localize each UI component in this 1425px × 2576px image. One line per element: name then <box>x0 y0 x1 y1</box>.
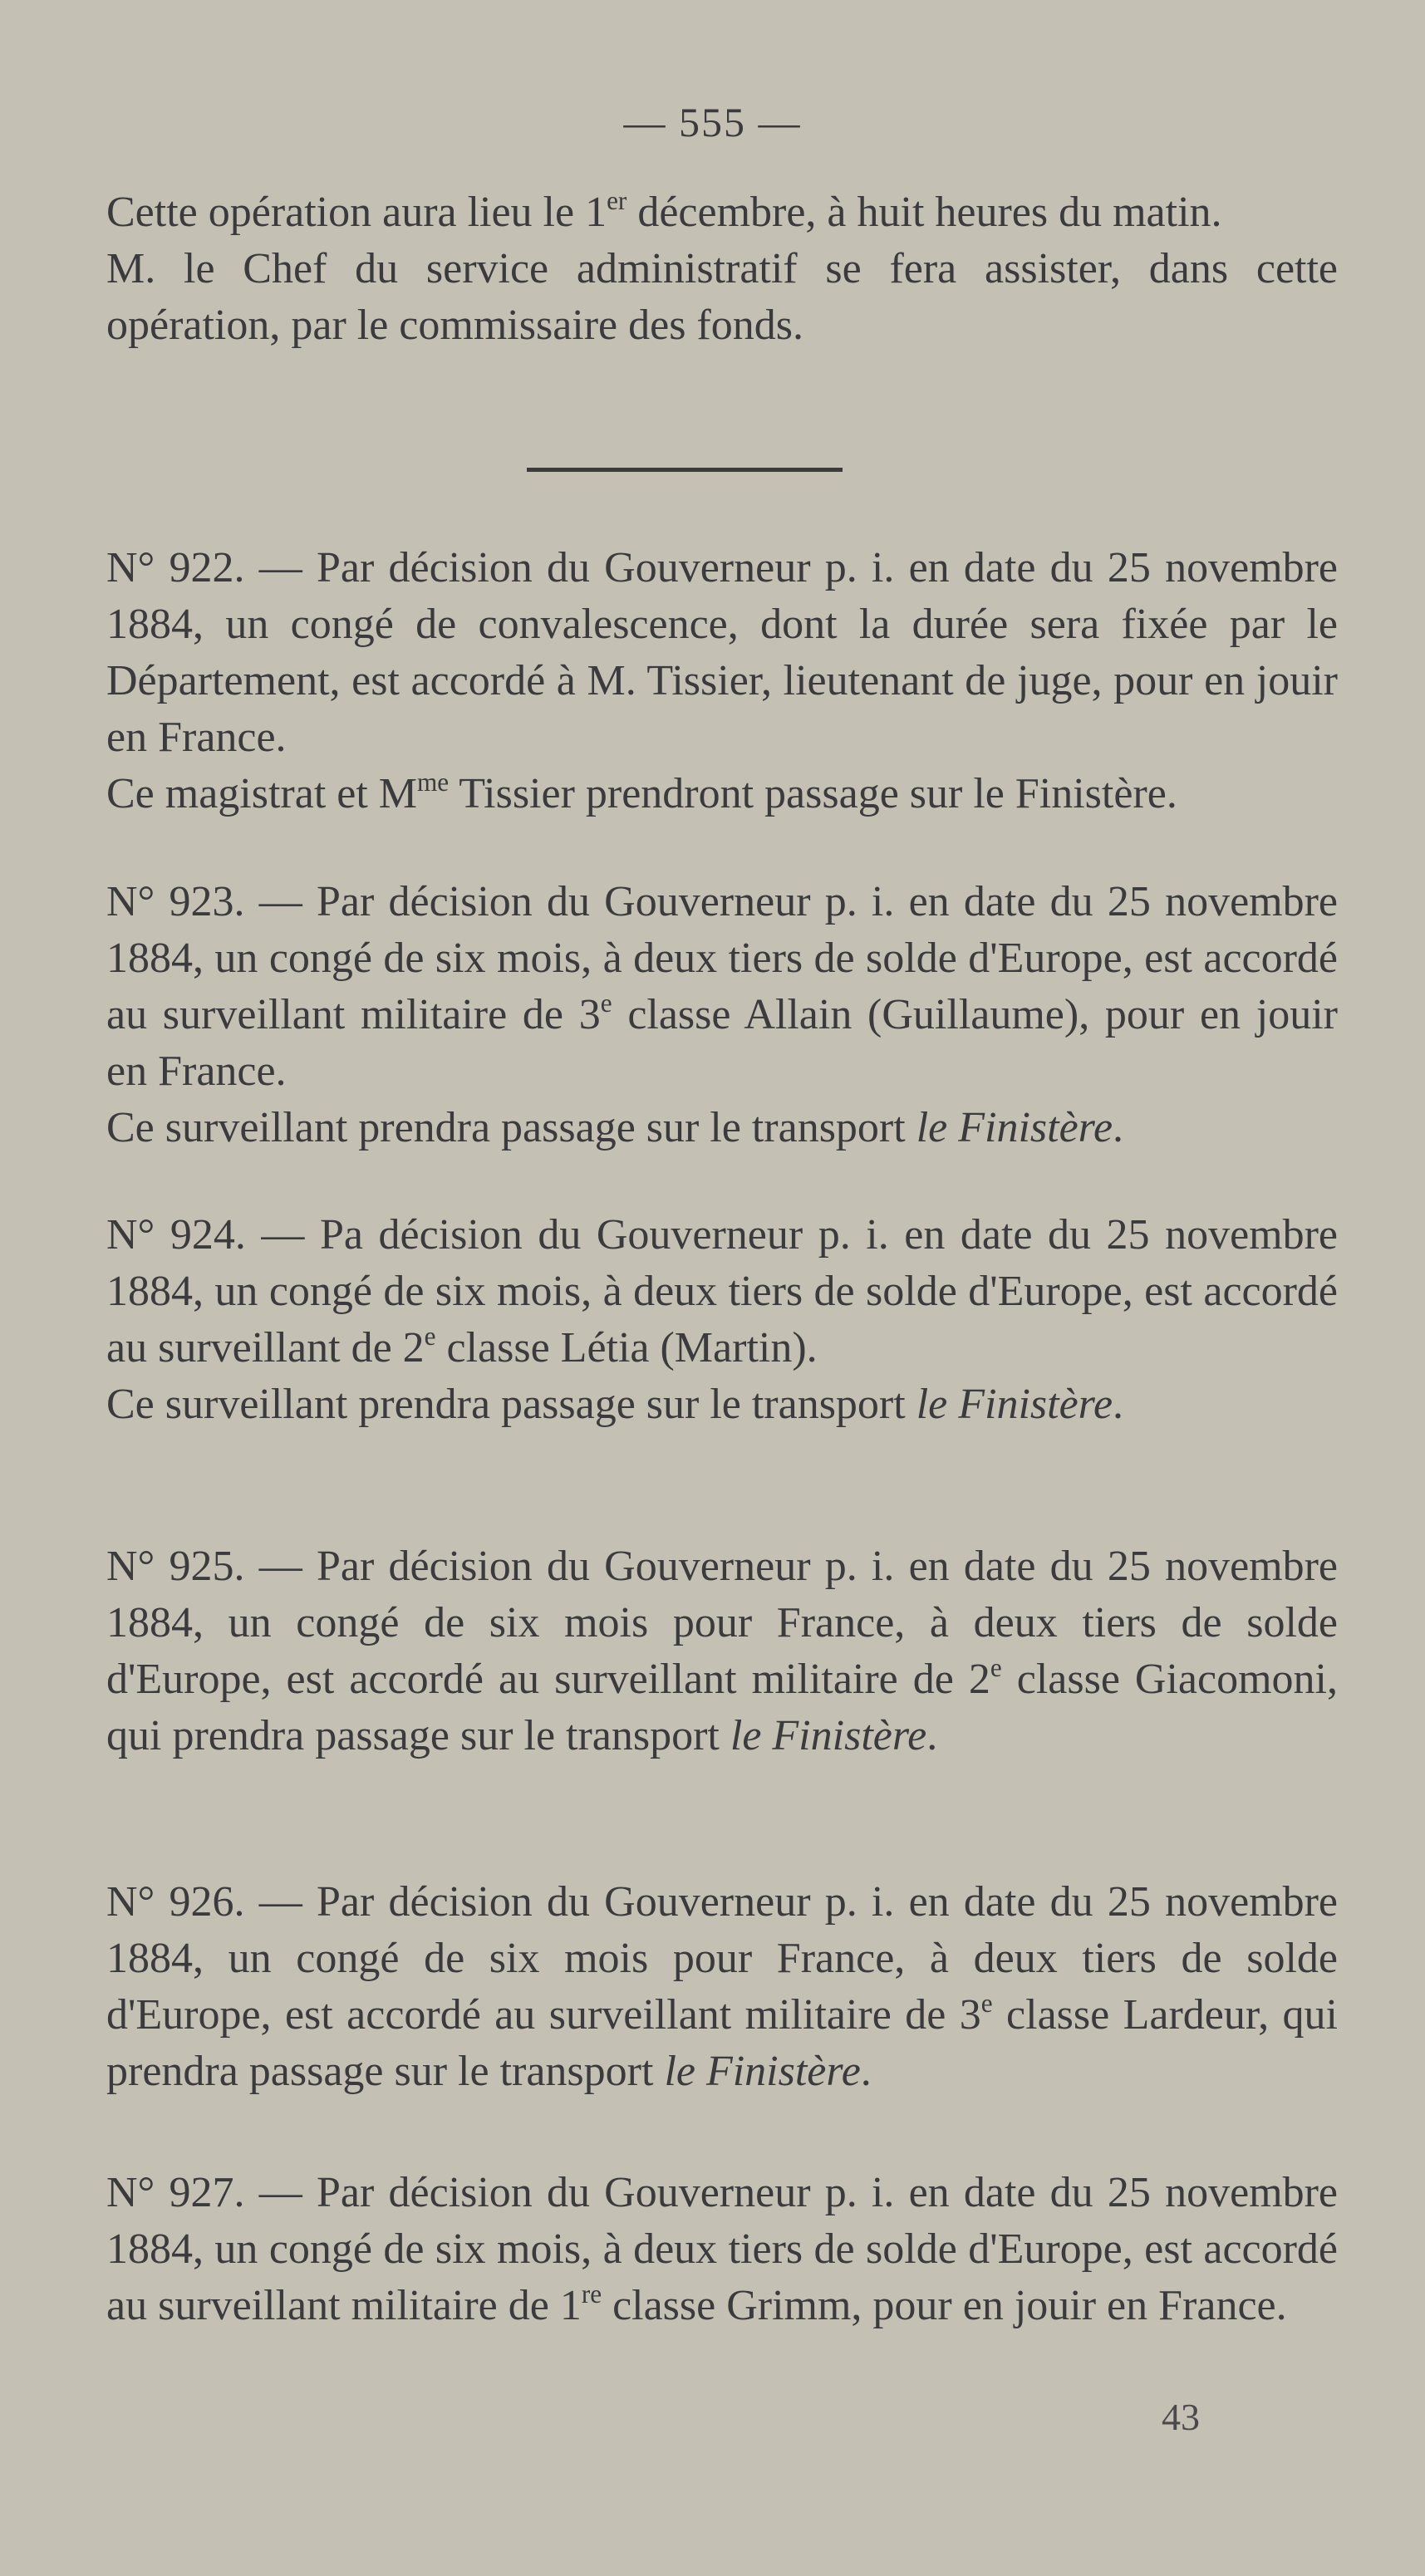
entry-number: N° 926. <box>106 1878 245 1926</box>
entry-number: N° 924. <box>106 1211 246 1259</box>
entry-note <box>106 1100 1338 1156</box>
note-text-rest: . <box>1113 1381 1124 1428</box>
intro-paragraph-1 <box>106 184 1338 241</box>
entry-note <box>106 766 1338 822</box>
entry-text-rest: classe Létia (Martin). <box>435 1324 818 1371</box>
intro-superscript: er <box>607 186 627 215</box>
entry-922 <box>106 540 1338 822</box>
entry-superscript: e <box>980 1989 993 2018</box>
entry-superscript: e <box>424 1322 436 1351</box>
entry-body <box>106 1538 1338 1764</box>
entry-text-end: . <box>926 1712 938 1759</box>
entry-body <box>106 1207 1338 1376</box>
entry-body <box>106 2165 1338 2334</box>
entry-text: — Par décision du Gouverneur p. i. en date du 25 novembre 1884, un congé de six mois pour France, à deux tiers de solde d'Europe, est accordé au surveillant militaire de 3 <box>106 1878 1338 2039</box>
entry-text: — Par décision du Gouverneur p. i. en date du 25 novembre 1884, un congé de convalescence, dont la durée sera fixée par le Département, est accordé à M. Tissier, lieutenant de juge, pour en jouir en France. <box>106 544 1338 761</box>
ship-name: le Finistère <box>916 1104 1113 1151</box>
entry-body <box>106 1874 1338 2100</box>
intro-text: Cette opération aura lieu le 1 <box>106 189 607 236</box>
entry-superscript: e <box>600 989 612 1018</box>
note-superscript: me <box>417 768 450 797</box>
entry-body <box>106 540 1338 766</box>
note-text-rest: Tissier prendront passage sur le Finistère. <box>449 770 1177 817</box>
page-number: — 555 — <box>623 99 802 145</box>
entry-number: N° 922. <box>106 544 245 591</box>
entry-text: — Par décision du Gouverneur p. i. en date du 25 novembre 1884, un congé de six mois, à deux tiers de solde d'Europe, est accordé au surveillant militaire de 3 <box>106 878 1338 1038</box>
entry-body <box>106 874 1338 1100</box>
entry-923 <box>106 874 1338 1156</box>
entry-number: N° 927. <box>106 2169 245 2216</box>
entry-text-rest: classe Giacomoni, qui prendra passage sur le transport <box>106 1656 1338 1759</box>
entry-text-rest: classe Allain (Guillaume), pour en jouir en France. <box>106 991 1338 1095</box>
note-text-rest: . <box>1113 1104 1124 1151</box>
intro-text-rest: décembre, à huit heures du matin. <box>627 189 1222 236</box>
note-text: Ce surveillant prendra passage sur le transport <box>106 1381 916 1428</box>
entry-927 <box>106 2165 1338 2334</box>
ship-name: le Finistère <box>916 1381 1113 1428</box>
entry-superscript: re <box>581 2279 602 2309</box>
section-divider <box>527 468 843 472</box>
note-text: Ce magistrat et M <box>106 770 418 817</box>
entry-number: N° 923. <box>106 878 245 925</box>
entry-note <box>106 1376 1338 1433</box>
entry-924 <box>106 1207 1338 1433</box>
entry-number: N° 925. <box>106 1543 245 1590</box>
entry-superscript: e <box>990 1653 1002 1682</box>
entry-text: — Pa décision du Gouverneur p. i. en date du 25 novembre 1884, un congé de six mois, à deux tiers de solde d'Europe, est accordé au surveillant de 2 <box>106 1211 1338 1371</box>
entry-text-rest: classe Lardeur, qui prendra passage sur le transport <box>106 1991 1338 2095</box>
intro-block <box>106 184 1338 354</box>
entry-926 <box>106 1874 1338 2100</box>
ship-name: le Finistère <box>664 2048 861 2095</box>
entry-text-rest: classe Grimm, pour en jouir en France. <box>602 2282 1287 2329</box>
entry-text-end: . <box>860 2048 872 2095</box>
entry-925 <box>106 1538 1338 1764</box>
intro-paragraph-2: M. le Chef du service administratif se fera assister, dans cette opération, par le commissaire des fonds. <box>106 245 1338 349</box>
entry-text: — Par décision du Gouverneur p. i. en date du 25 novembre 1884, un congé de six mois pour France, à deux tiers de solde d'Europe, est accordé au surveillant militaire de 2 <box>106 1543 1338 1703</box>
signature-mark: 43 <box>1162 2396 1200 2438</box>
ship-name: le Finistère <box>730 1712 927 1759</box>
entry-text: — Par décision du Gouverneur p. i. en date du 25 novembre 1884, un congé de six mois, à deux tiers de solde d'Europe, est accordé au surveillant militaire de 1 <box>106 2169 1338 2329</box>
note-text: Ce surveillant prendra passage sur le transport <box>106 1104 916 1151</box>
